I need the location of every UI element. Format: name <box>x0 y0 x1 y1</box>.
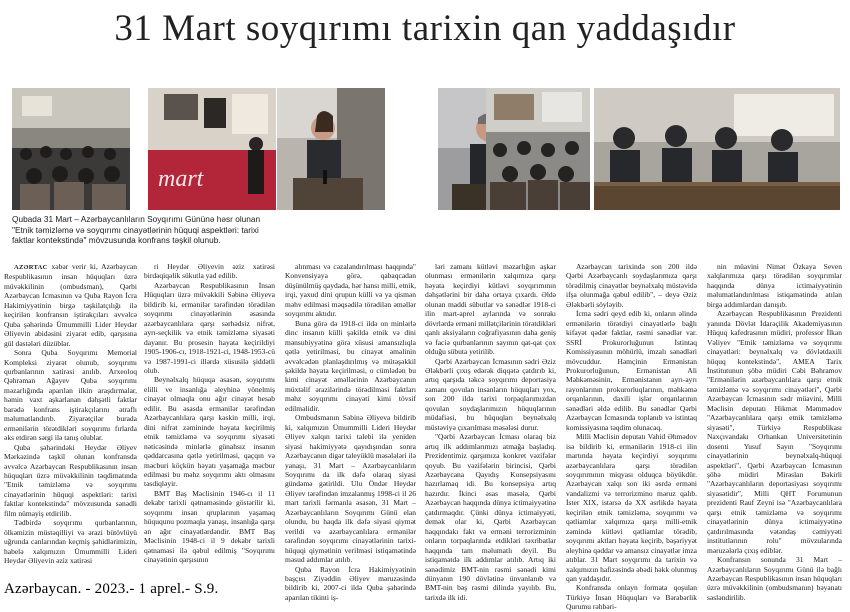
text-column-3 <box>285 262 416 602</box>
paragraph: İcma sədri qeyd edib ki, onların əlində ermənilərin törətdiyi cinayətlərlə bağlı kifayət qədər faktlar, rəsmi sənədlər var. SSRİ Prokurorluğunun İstintaq Komissiyasının möhürlü, imzalı sənədləri mövcuddur. Həmçinin Ermənistan Prokurorluğunun, Ermənistan Ali Məhkəməsinin, Ermənistanın ayrı-ayrı rayonlarının prokurorluqlarının, məhkəmə orqanlarının, daxili işlər orqanlarının sənədləri əldə edilib. Bu sənədlər Qərbi Azərbaycan İcmasında toplanıb və istintaq komissiyasına təqdim olunacaq. <box>566 309 697 432</box>
paragraph: Quba şəhərindəki Heydər Əliyev Mərkəzində təşkil olunan konfransda əvvəlcə Azərbaycan Respublikasının insan hüquqları üzrə müvəkkilinin təqdimatında "Etnik təmizləmə və soyqırımı cinayətlərinin hüquqi aspektləri: tarixi faktlar kontekstində" mövzusunda sənədli film nümayiş etdirilib. <box>4 442 137 518</box>
paragraph: Beynəlxalq hüquqa əsasən, soyqırımı elilli ve insanlığa əleyhinə yönelmiş cinayət olmaqla onu ağır cinayət hesab edilir. Bu əsasda ermənilər tərəfindən Azərbaycanlılara qarşı kəskin milli, irqi, dini nifrət zəmininde həyata keçirilmiş etnik təmizləmə və soyqırımı siyasəti nəticəsində minlərlə günahsız insanın qəddarcasına qətlə yetirilməsi, qaçqın və məcburi köçkün həyatı yaşamağa məcbur edilməsi bu məhz soyqırımı aktı olmasını təsdiqləyir. <box>144 375 275 489</box>
paragraph: alınması və cəzalandırılması haqqında" Konvensiyaya görə, qabaqcadan düşünülmüş qaydada, hər hansı milli, etnik, irqi, yaxud dini qrupun külli və ya qismən məhv edilməsi məqsədilə törədilən əməllər soyqırımı aktıdır. <box>285 262 416 319</box>
text-column-6 <box>707 262 842 602</box>
paragraph: Azərbaycan Respublikasının Prezidenti yanında Dövlət İdarəçilik Akademiyasının Hüquq kafedrasının müdiri, professor İlkan Vəliyev "Etnik təmizləmə və soyqırımı cinayətləri: beynəlxalq və dövlətdaxili hüquq kontekstində", AMEA Tarix İnstitutunun şöbə müdiri Cəbi Bəhramov "Ermənilərin azərbaycanlılara qarşı etnik təmizləmə və soyqırımı cinayətləri", Qərbi Azərbaycan İcmasının sədr müavini, Milli Məclisin deputatı Hikmət Məmmədov "Azərbaycanlılara qarşı etnik təmizləmə siyasəti", Türkiyə Respublikası Naxçıvandakı Orhankan Universitetinin dosenti Yusuf Sayın "Soyqırımı cinayətlərinin beynəlxalq-hüquqi aspektləri", Qərbi Azərbaycan İcmasının şöbə müdiri Mirəslan Bəkirli "Azərbaycanlıların deportasiyası soyqırımı siyasətidir", Milli QHT Forumunun prezidenti Rauf Zeyni isə "Azərbaycanlılara qarşı etnik təmizləmə və soyqırımı cinayətlərinin dünya ictimaiyyətinə çatdırılmasında vətəndaş cəmiyyəti institutlarının rolu" mövzularında məruzələrlə çıxış ediblər. <box>707 309 842 555</box>
text-column-2 <box>144 262 275 580</box>
paragraph: nin müavini Nimət Özkaya Seven xalqlarımıza qarşı törədilən soyqırımlar haqqında dünya ictimaiyyətinin məlumatlandırılması istiqamətində atılan birgə addımlardan danışıb. <box>707 262 842 309</box>
photo-caption: Qubada 31 Mart – Azərbaycanlıların Soyqırımı Gününə həsr olunan "Etnik təmizləmə və soyqırımı cinayətlərinin hüquqi aspektləri: tarixi faktlar kontekstində" mövzusunda konfrans təşkil olunub. <box>12 214 261 245</box>
paragraph: xəbər verir ki, Azərbaycan Respublikasının insan hüquqları üzrə müvəkkilinin (ombudsman), Qərbi Azərbaycan İcmasının və Quba Rayon İcra Hakimiyyətinin birgə təşkilatçılığı ilə keçirilən konfransın iştirakçıları əvvəlcə Quba şəhərində Ümummilli Lider Heydər Əliyevin abidəsini ziyarət edib, qarşısına gül dəstələri düzüblər. <box>4 262 137 348</box>
text-column-4 <box>425 262 556 602</box>
photo-strip <box>0 88 850 210</box>
text-column-1 <box>4 262 137 580</box>
paragraph: "Qərbi Azərbaycan İcması olaraq biz artıq ilk addımlarımızı atmağa başladıq. Prezidentimiz qarşımıza konkret vəzifələr qoyub. Bu vəzifələrin birincisi, Qərbi Azərbaycana Qayıdış Konsepsiyasını hazırlamaq idi. Bu konsepsiya artıq hazırdır. İkinci əsas məsələ, Qərbi Azərbaycan haqqında dünya ictimaiyyətinə çatdırmaqdır. Çünki dünya ictimaiyyəti, demək olar ki, Qərbi Azərbaycan haqqındakı fakt və erməni terrorizminin onların torpaqlarında etdikləri təxribatlar haqqında tam məlumatlı deyil. Bu istiqamətdə ilk addımlar atılıb. Artıq iki sənədimiz BMT-nin rəsmi sənədi kimi dünyanın 190 dövlətinə ünvanlanıb və BMT-nin bəş rəsmi dilində yayılıb. Bu, tarixdə ilk idi. <box>425 432 556 602</box>
paragraph: Konfransda onlayn formata qoşulan Türkiyə İnsan Hüquqları və Bərabərlik Qurumu rəhbəri- <box>566 583 697 612</box>
headline: 31 Mart soyqırımı tarixin qan yaddaşıdır <box>114 8 736 49</box>
paragraph: Ombudsmanın Səbinə Əliyeva bildirib ki, xalqımızın Ümummilli Lideri Heydər Əliyev xalqın tarixi talebi ilə yeniden siyasi hakimiyyətə qayıdışından sonra Azərbaycanın digər taleyüklü məsələləri ilə yanaşı, 31 Mart – Azərbaycanlıların Soyqırımı da ilk dəfə olaraq siyasi gündəmə gətirildi. Ulu Öndər Heydər Əliyev tərəfindən imzalanmış 1998-ci il 26 mart tarixli fərmanla əsasən, 31 Mart – Azərbaycanlıların Soyqırımı Günü elan olundu, bu haqda ilk dəfə siyasi qiymət verildi və azərbaycanlılara ermənilər tərəfindən soyqırımı cinayətlərinin tarixi-hüquqi qiymətinin verilməsi istiqamətində məsud addımlar atılıb. <box>285 413 416 565</box>
paragraph: Tədbirdə soyqırımı qurbanlarının, ölkəmizin müstəqilliyi və ərazi bütövlüyü uğrunda canlarından keçmiş şəhidlərimizin, habelə xalqımızın Ümummilli Lideri Heydər Əliyevin əziz xatirəsi <box>4 518 137 566</box>
paragraph: BMT Baş Məclisinin 1946-cı il 11 dekabr tarixli qətnaməsində göstərilir ki, soyqırımı insan qruplarının yaşamaq hüququnu pozmaqla yanaşı, insanlığa qarşı ən ağır cinayətlərdəndir. BMT Baş Məclisinin 1948-ci il 9 dekabr tarixli qətnaməsi ilə qəbul edilmiş "Soyqırımı cinayətinin qarşısının <box>144 488 275 565</box>
paragraph: ləri zamanı kütləvi məzarlığın aşkar olunması ermənilərin xalqımıza qarşı həyata keçirdiyi kütləvi soyqırımının dəhşətlərini bir daha ortaya çıxardı. Əldə olunan maddi sübutlar və sənədlər 1918-ci ilin mart-aprel aylarında və sonrakı dövrlərdə erməni millətçilərinin törətdikləri qanlı aksiyaların coğrafiyasının daha geniş və faciə qurbanlarının sayının qat-qat çox olduğu sübuta yetirilib. <box>425 262 556 357</box>
paragraph: Qərbi Azərbaycan İcmasının sədri Əziz Ələkbərli çıxış edərək diqqətə çatdırıb ki, artıq qarşıda təkcə soyqırımı deportasiya zamanı qovulan insanların hüquqları yox, son 200 ildə tarixi torpaqlarımızdan qovulan soydaşlarımızın hüquqlarının müdafiəsi, bu hüquqları beynəlxalq müstəviyə çıxarılması məsələsi durur. <box>425 356 556 432</box>
paragraph: Konfransın sonunda 31 Mart – Azərbaycanlıların Soyqırımı Günü ilə bağlı Azərbaycan Respublikasının insan hüquqları üzrə müvəkkilinin (ombudsmanın) bəyanatı səsləndirilib. <box>707 555 842 602</box>
paragraph: Sonra Quba Soyqırımı Memorial Kompleksi ziyarət olunub, soyqırımı qurbanlarının xatirəsi anılıb. Arxeoloq Qəhrəman Ağayev Quba soyqırımı məzarlığında aparılan ilkin araşdırmalar, həmin vaxt aşkarlanan dəhşətli faktlar barədə konfrans iştirakçılarını ətraflı məlumatlandırıb. Ziyarətçilər burada ermənilərin törətdikləri soyqırımı fırlarda əks etdirən sərgi ilə tanış olublar. <box>4 348 137 443</box>
photo-hall-audience-icon <box>486 88 590 210</box>
photo-conference-audience-icon <box>12 88 130 210</box>
paragraph: ri Heydər Əliyevin əziz xatirəsi birdəqiqəlik sükutla yad edilib. <box>144 262 275 281</box>
paragraph: Milli Məclisin deputatı Vahid Əhmədov isə bildirib ki, ermənilərin 1918-ci ilin martında həyata keçirdiyi soyqırımı azərbaycanlılara qarşı törədilən soyqırımının miqyası olduqca böyükdür. Azərbaycan xalqı son iki əsrdə erməni vandalizmi və terrorizmino məruz qalıb. İster XIX, istərsə də XX əsrlikdə həyata keçirilən etnik təmizləmə, soyqırımı və qətliamlar xalqımıza qarşı milli-etnik zəmində kütləvi qətliamlar törədib, soyqırımı aktları həyata keçirib, bəşəriyyət əleyhinə qəddar və amansız cinayətlər imza atıblar. 31 Mart soyqırımı da tarixin və xalqımızın hafizəsində əbədi həkk olunmuş qan yaddaşıdır. <box>566 432 697 583</box>
text-column-5 <box>566 262 697 612</box>
photo-panel-speakers-icon <box>594 88 840 210</box>
svg-text:mart: mart <box>158 166 204 192</box>
byline: AZƏRTAC <box>14 264 48 271</box>
paragraph: Azərbaycan Respublikasının İnsan Hüquqları üzrə müvəkkili Səbinə Əliyeva bildirib ki, ermənilər tərəfindən törədilən soyqırımı cinayətlərinin əsasında azərbaycanlılara qarşı sərhədsiz nifrət, ayrı-seçkilik və etnik təmizləmə siyasəti dayanır. Bu prosesin hayata keçirildiyi 1905-1906-cı, 1918-1921-ci, 1948-1953-cü və 1987-1991-ci illərdə xüsusilə şiddətli olub. <box>144 280 275 375</box>
photo-ombudsman-speaker-icon <box>277 88 385 210</box>
source-citation: Azərbaycan. - 2023.- 1 aprel.- S.9. <box>4 581 219 597</box>
photo-memorial-exhibit-icon <box>148 88 276 210</box>
paragraph: Quba Rayon İcra Hakimiyyətinin başçısı Ziyəddin Əliyev məruzəsində bildirib ki, 2007-ci ildə Quba şəhərində aparılan tikinti iş- <box>285 564 416 602</box>
paragraph: Azərbaycan tarixində son 200 ildə Qərbi Azərbaycanlı soydaşlarımıza qarşı törədilmiş cinayətlər beynəlxalq müstəvidə ifşa olunmağa qəbul edilib", – deyə Əziz Ələkbərli söyləyib. <box>566 262 697 309</box>
paragraph: Buna görə də 1918-ci ildə on minlərlə dinc insanın külli şəkildə etnik və dini mənsubiyyətinə görə xüsusi amansızlıqla qətlə yetirilməsi, bu cinayət əməlinin əvvəlcədən planlaşdırılmış və mütəşəkkil şəkildə həyata keçirilməsi, o cümlədən bu kimi cinayət əməllərinin Azərbaycanın müxtəlif ərazilərində törədilməsi faktları məhz soyqırımı cinayəti kimi tövsif edilməlidir. <box>285 318 416 413</box>
